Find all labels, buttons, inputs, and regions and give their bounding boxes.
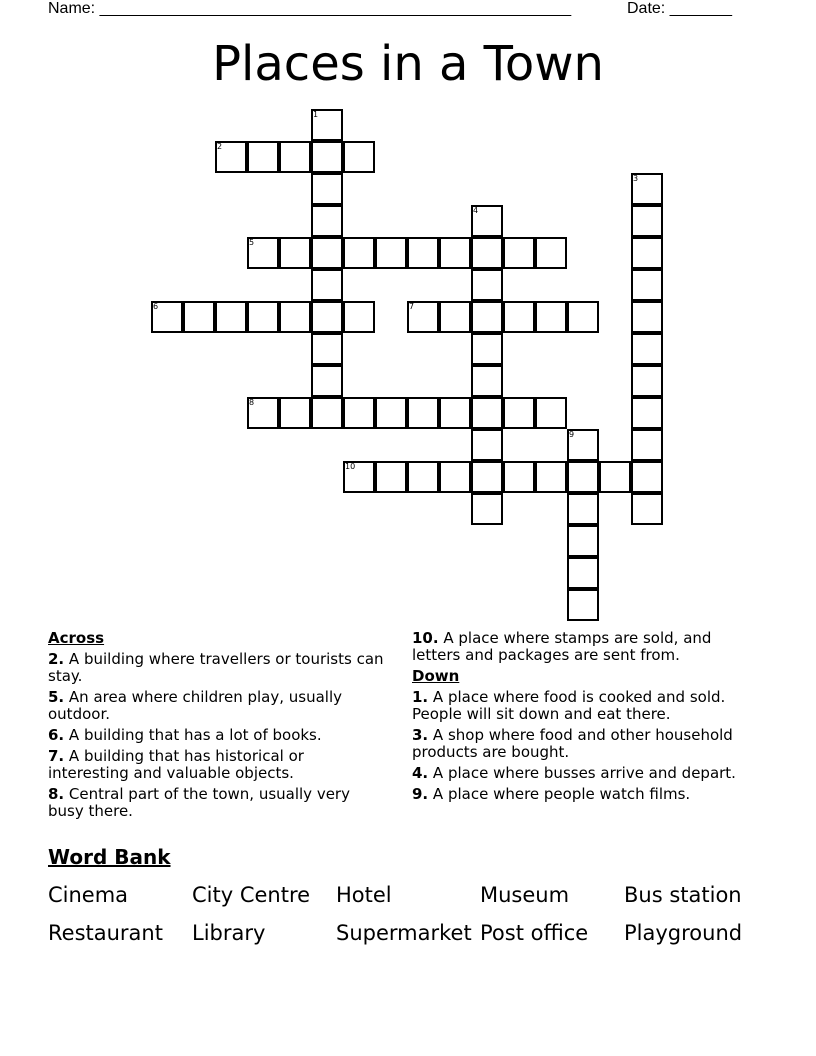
clues-left-column xyxy=(48,630,388,824)
crossword-cell[interactable] xyxy=(311,397,343,429)
word-bank-word: City Centre xyxy=(192,883,311,907)
word-bank-word: Hotel xyxy=(336,883,392,907)
clue-across-6 xyxy=(48,727,388,744)
clue-across-7 xyxy=(48,748,388,782)
clue-number: 1. xyxy=(412,688,429,706)
crossword-cell[interactable] xyxy=(567,301,599,333)
crossword-cell[interactable] xyxy=(567,461,599,493)
crossword-cell[interactable] xyxy=(503,237,535,269)
crossword-cell[interactable] xyxy=(375,397,407,429)
crossword-cell[interactable] xyxy=(631,461,663,493)
crossword-cell[interactable] xyxy=(247,141,279,173)
cell-number: 8 xyxy=(249,398,255,407)
crossword-cell[interactable] xyxy=(631,365,663,397)
clue-text: A place where people watch films. xyxy=(432,785,691,803)
crossword-cell[interactable] xyxy=(535,461,567,493)
crossword-cell[interactable] xyxy=(407,461,439,493)
crossword-cell[interactable] xyxy=(279,301,311,333)
clue-across-10 xyxy=(412,630,762,664)
word-bank-word: Museum xyxy=(480,883,570,907)
crossword-cell[interactable] xyxy=(343,397,375,429)
crossword-cell[interactable] xyxy=(311,333,343,365)
clue-number: 8. xyxy=(48,785,65,803)
clues-right-column xyxy=(412,630,762,807)
cell-number: 2 xyxy=(217,142,223,151)
crossword-cell[interactable] xyxy=(343,301,375,333)
down-heading: Down xyxy=(412,667,460,685)
clue-text: A place where busses arrive and depart. xyxy=(432,764,736,782)
crossword-cell[interactable] xyxy=(471,301,503,333)
crossword-cell[interactable] xyxy=(311,173,343,205)
clue-across-2 xyxy=(48,651,388,685)
cell-number: 7 xyxy=(409,302,415,311)
crossword-cell[interactable] xyxy=(631,237,663,269)
name-field-label: Name: _____________________________________________________ xyxy=(48,0,572,17)
crossword-cell[interactable] xyxy=(311,301,343,333)
crossword-cell[interactable] xyxy=(503,461,535,493)
page-title: Places in a Town xyxy=(212,36,604,92)
crossword-cell[interactable] xyxy=(567,589,599,621)
crossword-cell[interactable] xyxy=(183,301,215,333)
crossword-cell[interactable] xyxy=(471,365,503,397)
across-heading: Across xyxy=(48,629,105,647)
crossword-cell[interactable] xyxy=(471,429,503,461)
crossword-cell[interactable] xyxy=(439,301,471,333)
clue-down-3 xyxy=(412,727,762,761)
crossword-cell[interactable] xyxy=(471,237,503,269)
clue-number: 7. xyxy=(48,747,65,765)
cell-number: 1 xyxy=(313,110,319,119)
crossword-cell[interactable] xyxy=(439,461,471,493)
clue-across-5 xyxy=(48,689,388,723)
crossword-cell[interactable] xyxy=(535,301,567,333)
crossword-cell[interactable] xyxy=(279,237,311,269)
crossword-cell[interactable] xyxy=(631,269,663,301)
crossword-cell[interactable] xyxy=(407,237,439,269)
clue-text: A building where travellers or tourists can stay. xyxy=(48,650,384,685)
crossword-cell[interactable] xyxy=(631,333,663,365)
crossword-cell[interactable] xyxy=(471,493,503,525)
crossword-cell[interactable] xyxy=(567,493,599,525)
crossword-cell[interactable] xyxy=(631,397,663,429)
clue-number: 5. xyxy=(48,688,65,706)
clue-text: A building that has a lot of books. xyxy=(68,726,322,744)
clue-number: 6. xyxy=(48,726,65,744)
crossword-cell[interactable] xyxy=(311,269,343,301)
clue-number: 9. xyxy=(412,785,429,803)
crossword-cell[interactable] xyxy=(599,461,631,493)
clue-number: 10. xyxy=(412,629,439,647)
crossword-cell[interactable] xyxy=(375,237,407,269)
crossword-cell[interactable] xyxy=(279,397,311,429)
crossword-cell[interactable] xyxy=(311,237,343,269)
word-bank-word: Supermarket xyxy=(336,921,472,945)
clue-number: 2. xyxy=(48,650,65,668)
clue-text: A place where stamps are sold, and letters and packages are sent from. xyxy=(412,629,712,664)
crossword-cell[interactable] xyxy=(631,205,663,237)
crossword-cell[interactable] xyxy=(535,397,567,429)
crossword-cell[interactable] xyxy=(503,301,535,333)
crossword-cell[interactable] xyxy=(375,461,407,493)
cell-number: 5 xyxy=(249,238,255,247)
crossword-cell[interactable] xyxy=(567,525,599,557)
crossword-cell[interactable] xyxy=(311,365,343,397)
word-bank-word: Bus station xyxy=(624,883,742,907)
word-bank-title: Word Bank xyxy=(48,845,171,869)
word-bank-word: Post office xyxy=(480,921,589,945)
crossword-cell[interactable] xyxy=(439,397,471,429)
crossword-cell[interactable] xyxy=(343,237,375,269)
cell-number: 4 xyxy=(473,206,479,215)
clue-text: A place where food is cooked and sold. People will sit down and eat there. xyxy=(412,688,726,723)
clue-text: A shop where food and other household products are bought. xyxy=(412,726,733,761)
crossword-cell[interactable] xyxy=(311,205,343,237)
cell-number: 3 xyxy=(633,174,639,183)
crossword-cell[interactable] xyxy=(311,141,343,173)
crossword-cell[interactable] xyxy=(343,141,375,173)
clue-text: Central part of the town, usually very busy there. xyxy=(48,785,350,820)
clue-across-8 xyxy=(48,786,388,820)
crossword-cell[interactable] xyxy=(247,301,279,333)
clue-down-4 xyxy=(412,765,762,782)
clue-number: 4. xyxy=(412,764,429,782)
clue-text: An area where children play, usually outdoor. xyxy=(48,688,342,723)
clue-number: 3. xyxy=(412,726,429,744)
clue-text: A building that has historical or interesting and valuable objects. xyxy=(48,747,304,782)
crossword-cell[interactable] xyxy=(503,397,535,429)
crossword-cell[interactable] xyxy=(631,493,663,525)
clue-down-1 xyxy=(412,689,762,723)
crossword-cell[interactable] xyxy=(471,397,503,429)
crossword-cell[interactable] xyxy=(471,333,503,365)
crossword-cell[interactable] xyxy=(471,269,503,301)
cell-number: 9 xyxy=(569,430,575,439)
word-bank-word: Cinema xyxy=(48,883,129,907)
crossword-cell[interactable] xyxy=(535,237,567,269)
crossword-cell[interactable] xyxy=(567,557,599,589)
word-bank-word: Playground xyxy=(624,921,743,945)
crossword-cell[interactable] xyxy=(407,397,439,429)
crossword-cell[interactable] xyxy=(631,429,663,461)
date-field-label: Date: _______ xyxy=(627,0,732,17)
crossword-cell[interactable] xyxy=(279,141,311,173)
crossword-cell[interactable] xyxy=(631,301,663,333)
word-bank-word: Library xyxy=(192,921,266,945)
clue-down-9 xyxy=(412,786,762,803)
word-bank-word: Restaurant xyxy=(48,921,163,945)
crossword-cell[interactable] xyxy=(215,301,247,333)
crossword-cell[interactable] xyxy=(471,461,503,493)
crossword-cell[interactable] xyxy=(439,237,471,269)
cell-number: 10 xyxy=(345,462,356,471)
cell-number: 6 xyxy=(153,302,159,311)
